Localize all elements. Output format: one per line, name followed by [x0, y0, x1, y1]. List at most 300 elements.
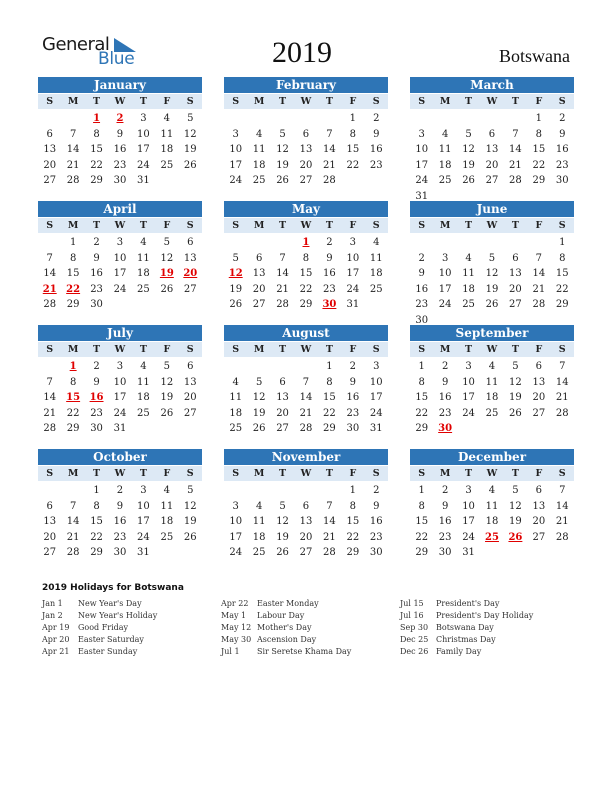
empty-cell — [504, 111, 527, 127]
date-cell: 3 — [441, 252, 449, 264]
date-cell: 6 — [255, 252, 263, 264]
date-cell: 4 — [163, 113, 171, 124]
date-cell: 14 — [43, 268, 57, 279]
date-cell: 21 — [323, 531, 336, 543]
date-cell: 18 — [252, 159, 266, 171]
weekday-label: T — [465, 468, 473, 479]
date-cell: 18 — [252, 531, 266, 543]
date-cell: 26 — [160, 407, 174, 419]
date-cell: 2 — [93, 361, 100, 372]
date-cell: 26 — [276, 547, 289, 558]
holiday-date-cell: 15 — [66, 392, 81, 403]
date-cell: 6 — [46, 128, 53, 140]
date-cell: 22 — [66, 407, 80, 419]
date-cell: 5 — [187, 485, 194, 496]
date-cell: 14 — [323, 516, 336, 527]
weekday-label: M — [253, 468, 265, 479]
date-cell: 2 — [349, 361, 357, 372]
holiday-date-cell: 12 — [228, 268, 243, 279]
date-cell: 19 — [229, 283, 243, 295]
date-cell: 19 — [485, 283, 499, 295]
date-cell: 29 — [66, 299, 80, 310]
holiday-name: Easter Saturday — [78, 635, 144, 644]
date-cell: 23 — [369, 531, 383, 543]
weekday-label: W — [300, 220, 312, 231]
date-cell: 26 — [183, 531, 197, 543]
date-cell: 10 — [137, 128, 150, 140]
weekday-label: W — [114, 220, 126, 231]
weekday-label: T — [279, 344, 287, 355]
date-cell: 18 — [485, 392, 499, 403]
date-cell: 28 — [43, 299, 57, 310]
date-cell: 13 — [43, 516, 57, 527]
empty-cell — [61, 111, 84, 127]
holiday-row — [42, 598, 157, 610]
date-cell: 20 — [485, 159, 499, 171]
date-cell: 31 — [346, 299, 360, 310]
date-cell: 26 — [160, 283, 174, 295]
date-cell: 23 — [415, 299, 429, 310]
weekday-label: F — [535, 344, 543, 355]
date-cell: 8 — [93, 128, 100, 140]
empty-cell — [433, 235, 456, 251]
date-cell: 3 — [465, 485, 472, 496]
month-november — [224, 449, 388, 561]
date-cell: 27 — [43, 547, 57, 558]
holiday-date-cell: 1 — [93, 113, 101, 124]
weekday-header — [224, 218, 388, 233]
date-cell: 24 — [113, 407, 127, 419]
month-title: August — [224, 325, 388, 341]
date-cell: 26 — [276, 175, 289, 186]
date-cell: 11 — [462, 268, 475, 279]
holiday-date: Apr 21 — [42, 647, 70, 656]
holiday-row — [221, 622, 351, 634]
date-cell: 28 — [323, 547, 336, 558]
date-cell: 27 — [43, 175, 57, 186]
calendar-year: 2019 — [272, 36, 332, 69]
date-cell: 22 — [346, 531, 360, 543]
date-cell: 14 — [276, 268, 289, 279]
weekday-label: S — [186, 220, 194, 231]
holiday-date: Apr 20 — [42, 635, 70, 644]
holiday-name: Easter Sunday — [78, 647, 138, 656]
weekday-label: T — [93, 96, 101, 107]
date-cell: 5 — [163, 361, 171, 372]
date-cell: 24 — [369, 407, 383, 419]
date-cell: 31 — [137, 547, 150, 558]
date-cell: 6 — [535, 485, 543, 496]
date-cell: 8 — [302, 252, 310, 264]
date-cell: 26 — [462, 175, 475, 186]
date-cell: 16 — [555, 144, 569, 155]
date-cell: 14 — [43, 392, 57, 403]
date-cell: 22 — [346, 159, 360, 171]
date-cell: 14 — [66, 516, 80, 527]
holiday-date-cell: 20 — [183, 268, 198, 279]
month-april — [38, 201, 202, 313]
date-cell: 20 — [299, 159, 313, 171]
date-cell: 25 — [485, 407, 499, 419]
date-cell: 8 — [535, 128, 543, 140]
date-cell: 17 — [137, 516, 150, 527]
date-cell: 3 — [140, 485, 147, 496]
holiday-row — [400, 646, 533, 658]
month-title: May — [224, 201, 388, 217]
weekday-label: S — [418, 96, 426, 107]
date-cell: 20 — [276, 407, 289, 419]
day-grid — [224, 235, 388, 313]
holiday-row — [221, 634, 351, 646]
date-cell: 24 — [137, 159, 150, 171]
weekday-header — [38, 218, 202, 233]
date-cell: 7 — [559, 485, 566, 496]
date-cell: 17 — [415, 159, 429, 171]
weekday-label: T — [279, 468, 287, 479]
weekday-label: M — [439, 468, 451, 479]
date-cell: 24 — [462, 407, 475, 419]
month-january — [38, 77, 202, 189]
day-grid — [38, 235, 202, 313]
date-cell: 29 — [415, 547, 429, 558]
holiday-row — [42, 646, 157, 658]
date-cell: 28 — [43, 423, 57, 434]
date-cell: 9 — [373, 128, 380, 140]
date-cell: 4 — [163, 485, 171, 496]
date-cell: 11 — [160, 500, 174, 512]
date-cell: 1 — [535, 113, 543, 124]
date-cell: 6 — [488, 128, 496, 140]
date-cell: 2 — [418, 252, 425, 264]
day-grid — [410, 111, 574, 204]
date-cell: 4 — [232, 376, 239, 388]
empty-cell — [247, 235, 270, 251]
weekday-header — [410, 218, 574, 233]
empty-cell — [224, 235, 247, 251]
day-grid — [38, 111, 202, 189]
date-cell: 21 — [555, 392, 569, 403]
month-may — [224, 201, 388, 313]
date-cell: 30 — [346, 423, 360, 434]
date-cell: 17 — [438, 283, 452, 295]
month-title: November — [224, 449, 388, 465]
date-cell: 29 — [555, 299, 569, 310]
date-cell: 22 — [90, 159, 103, 171]
date-cell: 6 — [302, 500, 310, 512]
month-august — [224, 325, 388, 437]
empty-cell — [294, 111, 317, 127]
date-cell: 16 — [415, 283, 429, 295]
holiday-row — [400, 634, 533, 646]
holiday-date: Jul 16 — [400, 611, 424, 620]
date-cell: 4 — [465, 252, 472, 264]
weekday-label: M — [253, 344, 265, 355]
date-cell: 9 — [441, 376, 449, 388]
date-cell: 8 — [69, 376, 77, 388]
date-cell: 18 — [137, 268, 150, 279]
month-march — [410, 77, 574, 204]
weekday-label: F — [163, 96, 171, 107]
date-cell: 4 — [255, 128, 263, 140]
empty-cell — [318, 483, 341, 499]
date-cell: 16 — [369, 144, 383, 155]
date-cell: 1 — [559, 237, 566, 248]
date-cell: 11 — [485, 500, 499, 512]
holiday-date-cell: 26 — [508, 531, 523, 543]
weekday-label: S — [418, 468, 426, 479]
date-cell: 29 — [346, 547, 360, 558]
date-cell: 3 — [465, 361, 472, 372]
date-cell: 24 — [229, 547, 243, 558]
holiday-date-cell: 1 — [302, 237, 310, 248]
weekday-label: S — [558, 468, 566, 479]
date-cell: 11 — [229, 392, 243, 403]
holiday-column — [42, 598, 157, 658]
weekday-label: T — [325, 344, 333, 355]
date-cell: 25 — [160, 531, 174, 543]
date-cell: 15 — [346, 516, 360, 527]
date-cell: 7 — [46, 376, 53, 388]
date-cell: 8 — [349, 500, 357, 512]
date-cell: 19 — [183, 516, 197, 527]
date-cell: 4 — [488, 361, 496, 372]
date-cell: 12 — [183, 128, 197, 140]
date-cell: 10 — [415, 144, 429, 155]
date-cell: 11 — [252, 144, 266, 155]
date-cell: 27 — [485, 175, 499, 186]
date-cell: 21 — [299, 407, 313, 419]
date-cell: 28 — [66, 175, 80, 186]
weekday-label: W — [486, 220, 498, 231]
weekday-label: W — [486, 344, 498, 355]
date-cell: 17 — [137, 144, 150, 155]
weekday-label: T — [139, 220, 147, 231]
date-cell: 28 — [66, 547, 80, 558]
date-cell: 17 — [229, 159, 243, 171]
holiday-date: Apr 19 — [42, 623, 70, 632]
date-cell: 28 — [299, 423, 313, 434]
date-cell: 20 — [299, 531, 313, 543]
date-cell: 22 — [415, 407, 429, 419]
day-grid — [224, 483, 388, 561]
holiday-name: New Year's Holiday — [78, 611, 158, 620]
holiday-name: President's Day — [436, 599, 500, 608]
date-cell: 15 — [532, 144, 546, 155]
empty-cell — [410, 235, 433, 251]
date-cell: 17 — [462, 516, 475, 527]
date-cell: 25 — [369, 283, 383, 295]
date-cell: 10 — [369, 376, 383, 388]
weekday-label: S — [46, 220, 54, 231]
date-cell: 14 — [555, 376, 569, 388]
weekday-label: S — [186, 468, 194, 479]
date-cell: 8 — [418, 500, 425, 512]
empty-cell — [480, 111, 503, 127]
holiday-date: Sep 30 — [400, 623, 429, 632]
weekday-label: W — [300, 344, 312, 355]
weekday-label: F — [535, 96, 543, 107]
holiday-row — [221, 610, 351, 622]
holiday-date: Jan 2 — [42, 611, 63, 620]
weekday-label: S — [46, 468, 54, 479]
day-grid — [38, 483, 202, 561]
date-cell: 12 — [276, 144, 289, 155]
date-cell: 21 — [323, 159, 336, 171]
date-cell: 27 — [299, 175, 313, 186]
date-cell: 12 — [252, 392, 266, 403]
weekday-label: S — [372, 96, 380, 107]
holiday-name: Sir Seretse Khama Day — [257, 647, 352, 656]
weekday-label: S — [372, 344, 380, 355]
weekday-label: T — [325, 468, 333, 479]
empty-cell — [38, 235, 61, 251]
weekday-label: S — [372, 468, 380, 479]
date-cell: 30 — [113, 175, 127, 186]
date-cell: 20 — [532, 392, 546, 403]
weekday-label: S — [232, 344, 240, 355]
date-cell: 7 — [559, 361, 566, 372]
date-cell: 15 — [90, 516, 103, 527]
date-cell: 8 — [559, 252, 566, 264]
date-cell: 13 — [276, 392, 289, 403]
date-cell: 20 — [183, 392, 197, 403]
date-cell: 13 — [532, 376, 546, 388]
date-cell: 27 — [509, 299, 522, 310]
date-cell: 25 — [137, 407, 150, 419]
weekday-label: T — [325, 220, 333, 231]
date-cell: 9 — [93, 376, 100, 388]
day-grid — [410, 359, 574, 437]
date-cell: 11 — [485, 376, 499, 388]
weekday-label: S — [558, 96, 566, 107]
date-cell: 15 — [66, 268, 80, 279]
weekday-label: T — [465, 344, 473, 355]
date-cell: 13 — [299, 516, 313, 527]
holiday-name: Labour Day — [257, 611, 305, 620]
weekday-label: S — [558, 220, 566, 231]
date-cell: 19 — [276, 159, 289, 171]
holiday-row — [221, 646, 351, 658]
day-grid — [410, 235, 574, 328]
date-cell: 25 — [160, 159, 174, 171]
empty-cell — [410, 111, 433, 127]
date-cell: 16 — [90, 268, 103, 279]
date-cell: 12 — [160, 376, 174, 388]
weekday-label: W — [114, 344, 126, 355]
date-cell: 5 — [187, 113, 194, 124]
date-cell: 8 — [418, 376, 425, 388]
weekday-label: S — [558, 344, 566, 355]
logo-blue-text: Blue — [98, 49, 135, 69]
date-cell: 6 — [535, 361, 543, 372]
weekday-label: M — [439, 96, 451, 107]
holiday-row — [42, 622, 157, 634]
date-cell: 23 — [113, 159, 127, 171]
date-cell: 9 — [349, 376, 357, 388]
date-cell: 16 — [438, 516, 452, 527]
date-cell: 14 — [323, 144, 336, 155]
date-cell: 6 — [302, 128, 310, 140]
date-cell: 15 — [90, 144, 103, 155]
date-cell: 2 — [326, 237, 333, 248]
date-cell: 20 — [43, 159, 57, 171]
date-cell: 21 — [66, 159, 80, 171]
weekday-label: W — [114, 96, 126, 107]
date-cell: 31 — [137, 175, 150, 186]
month-title: July — [38, 325, 202, 341]
date-cell: 11 — [438, 144, 452, 155]
weekday-label: T — [93, 468, 101, 479]
weekday-label: S — [232, 468, 240, 479]
date-cell: 12 — [276, 516, 289, 527]
date-cell: 25 — [462, 299, 475, 310]
date-cell: 17 — [113, 392, 127, 403]
date-cell: 21 — [66, 531, 80, 543]
date-cell: 10 — [137, 500, 150, 512]
month-october — [38, 449, 202, 561]
date-cell: 3 — [232, 128, 239, 140]
month-february — [224, 77, 388, 189]
date-cell: 1 — [418, 361, 425, 372]
date-cell: 3 — [373, 361, 380, 372]
empty-cell — [224, 359, 247, 375]
date-cell: 11 — [252, 516, 266, 527]
date-cell: 15 — [555, 268, 569, 279]
holiday-date: Apr 22 — [221, 599, 249, 608]
holiday-date: Jan 1 — [42, 599, 63, 608]
weekday-label: S — [232, 220, 240, 231]
weekday-label: M — [67, 220, 79, 231]
empty-cell — [457, 235, 480, 251]
date-cell: 29 — [66, 423, 80, 434]
weekday-label: F — [163, 344, 171, 355]
date-cell: 10 — [229, 144, 243, 155]
holiday-date-cell: 25 — [485, 531, 499, 543]
date-cell: 17 — [369, 392, 383, 403]
date-cell: 30 — [438, 547, 452, 558]
empty-cell — [271, 483, 294, 499]
date-cell: 24 — [462, 531, 475, 543]
date-cell: 7 — [46, 252, 53, 264]
holiday-date: May 1 — [221, 611, 247, 620]
date-cell: 30 — [369, 547, 383, 558]
date-cell: 12 — [160, 252, 174, 264]
date-cell: 12 — [462, 144, 475, 155]
date-cell: 18 — [369, 268, 383, 279]
date-cell: 14 — [555, 500, 569, 512]
date-cell: 7 — [69, 500, 77, 512]
date-cell: 16 — [346, 392, 360, 403]
weekday-label: M — [439, 344, 451, 355]
date-cell: 18 — [160, 516, 174, 527]
weekday-label: W — [114, 468, 126, 479]
weekday-label: F — [349, 96, 357, 107]
date-cell: 24 — [346, 283, 360, 295]
date-cell: 30 — [113, 547, 127, 558]
date-cell: 18 — [137, 392, 150, 403]
date-cell: 17 — [113, 268, 127, 279]
date-cell: 19 — [509, 516, 522, 527]
date-cell: 7 — [302, 376, 310, 388]
date-cell: 18 — [462, 283, 475, 295]
date-cell: 5 — [488, 252, 496, 264]
date-cell: 5 — [255, 376, 263, 388]
date-cell: 22 — [90, 531, 103, 543]
month-title: March — [410, 77, 574, 93]
month-title: December — [410, 449, 574, 465]
weekday-label: W — [300, 468, 312, 479]
date-cell: 5 — [232, 252, 239, 264]
